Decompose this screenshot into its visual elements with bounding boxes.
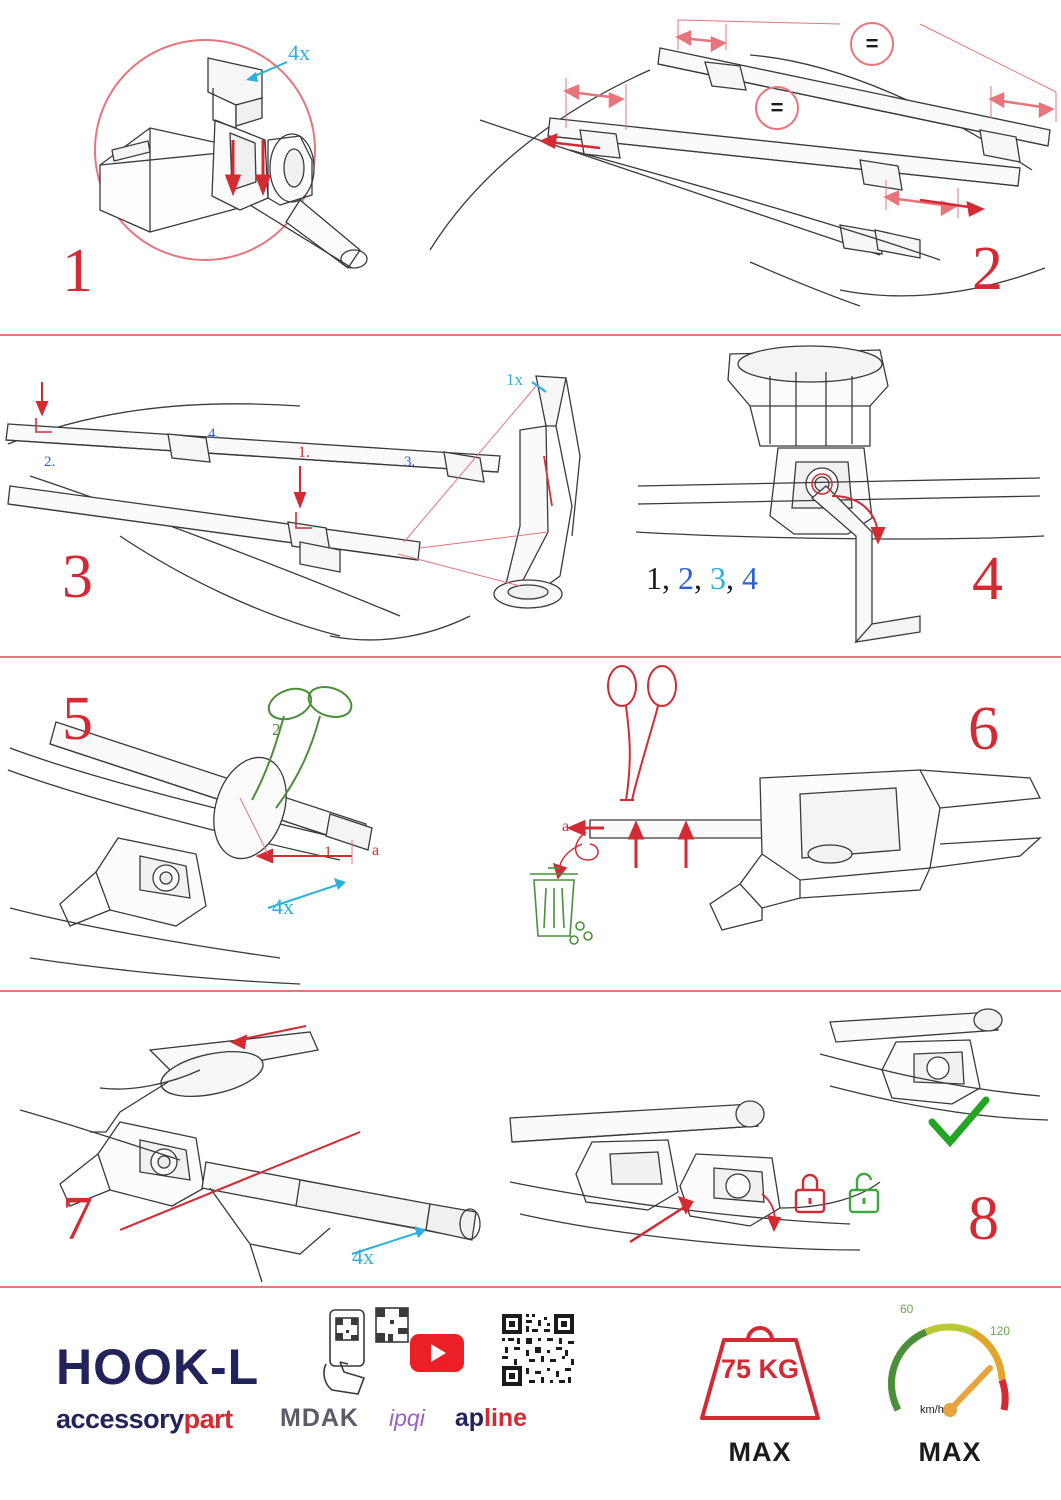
step-3-quantity-label: 1x	[506, 370, 523, 389]
qr-code-icon	[500, 1312, 576, 1388]
step-7-number: 7	[62, 1185, 94, 1253]
seq-3: 3	[710, 560, 726, 596]
youtube-icon[interactable]	[410, 1334, 464, 1372]
load-limit-value: 75 KG	[720, 1354, 800, 1384]
step-1-panel	[0, 0, 420, 334]
partner-logos	[280, 1404, 527, 1433]
seq-1: 1	[646, 560, 662, 596]
step-5-panel	[0, 658, 500, 988]
step-8-panel	[500, 992, 1061, 1286]
step-3-order-3: 3.	[404, 454, 416, 470]
step-2-number: 2	[972, 235, 1004, 303]
brand-line-part2: part	[183, 1404, 233, 1434]
step-5-point-a: a	[372, 842, 380, 859]
step-5-quantity-label: 4x	[272, 894, 294, 919]
speed-tick-120: 120	[990, 1324, 1011, 1338]
step-8-number: 8	[968, 1185, 1000, 1253]
brand-line	[56, 1404, 233, 1435]
step-2-equal-badge-2: =	[755, 86, 799, 130]
speed-tick-60: 60	[900, 1302, 914, 1316]
step-2-panel	[420, 0, 1061, 334]
footer	[0, 1292, 1061, 1500]
seq-4: 4	[742, 560, 758, 596]
step-7-panel	[0, 992, 500, 1286]
step-4-number: 4	[972, 545, 1004, 613]
step-1-quantity-label: 4x	[288, 40, 310, 65]
load-limit-caption: MAX	[728, 1437, 792, 1467]
partner-apline: apline	[454, 1404, 528, 1432]
brand-line-part1: accessory	[56, 1404, 184, 1434]
partner-ipqi: ipqi	[389, 1405, 425, 1431]
step-6-panel	[500, 658, 1061, 988]
hand-phone-qr-icon	[318, 1306, 418, 1398]
step-2-equal-badge-1: =	[850, 22, 894, 66]
partner-mdak: MDAK	[280, 1404, 359, 1432]
step-2-illustration	[420, 0, 1061, 334]
step-5-order-2: 2	[272, 720, 281, 739]
step-3-number: 3	[62, 543, 94, 611]
product-title: HOOK-L	[56, 1339, 260, 1395]
step-5-order-1: 1	[324, 844, 332, 861]
step-7-quantity-label: 4x	[352, 1244, 374, 1269]
divider	[0, 1286, 1061, 1288]
seq-2: 2	[678, 560, 694, 596]
step-1-number: 1	[62, 237, 94, 305]
step-6-number: 6	[968, 695, 1000, 763]
step-3-panel	[0, 336, 620, 656]
step-3-order-4: 4.	[208, 426, 220, 442]
step-3-order-2: 2.	[44, 454, 56, 470]
speed-unit-label: km/h	[920, 1404, 944, 1416]
step-6-point-a: a	[562, 818, 570, 835]
step-4-sequence: 1, 2, 3, 4	[646, 560, 758, 596]
step-4-panel	[620, 336, 1061, 656]
speed-limit-caption: MAX	[918, 1437, 982, 1467]
step-3-order-1: 1.	[298, 444, 310, 461]
step-5-number: 5	[62, 685, 94, 753]
